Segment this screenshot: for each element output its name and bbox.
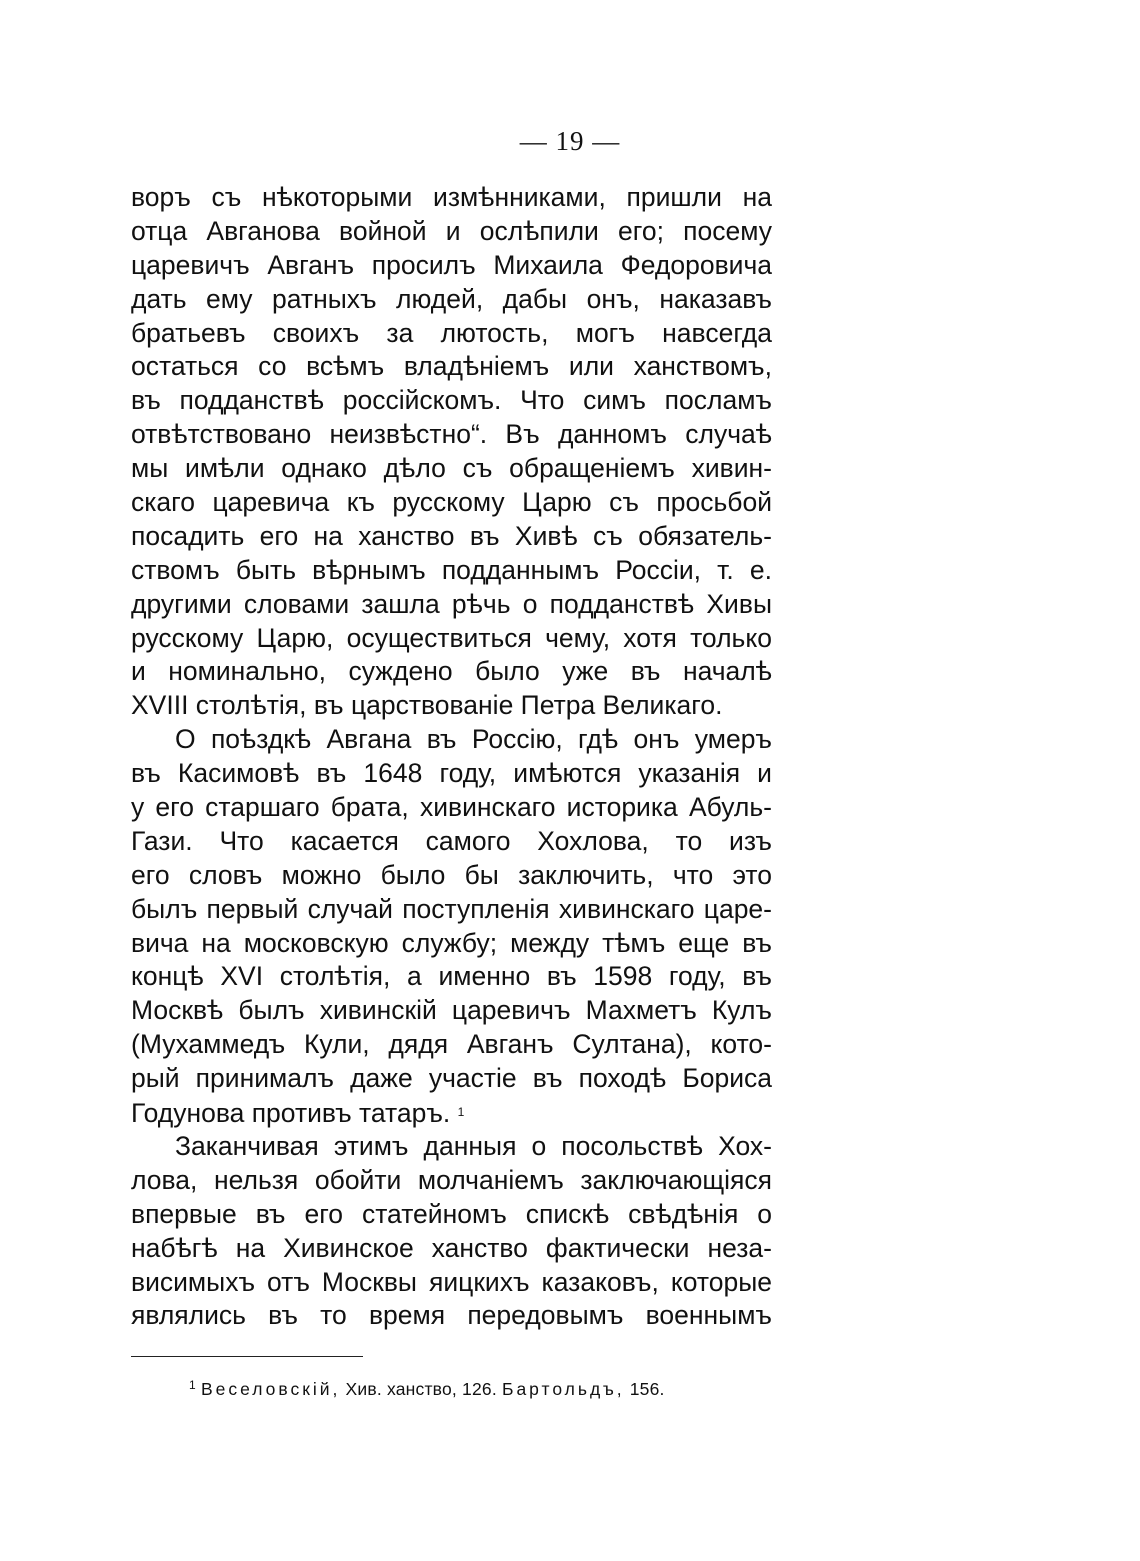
text-line-content: посадить его на ханство въ Хивѣ съ обязатель-	[131, 520, 772, 551]
text-line-content: въ подданствѣ россiйскомъ. Что симъ посламъ	[131, 385, 772, 416]
text-line	[131, 825, 772, 859]
text-line-content: ствомъ быть вѣрнымъ подданнымъ Россiи, т. е.	[131, 554, 772, 585]
text-line-content: мы имѣли однако дѣло съ обращенiемъ хивин-	[131, 453, 772, 484]
text-line	[131, 791, 772, 825]
footnote-author-1: Веселовскiй,	[200, 1379, 341, 1399]
text-line-content: царевичъ Авганъ просилъ Михаила Федоровича	[131, 249, 772, 280]
text-line	[131, 960, 772, 994]
text-line-content: Москвѣ былъ хивинскiй царевичъ Махметъ Кулъ	[131, 995, 772, 1026]
footnote-mark: 1	[189, 1378, 196, 1392]
text-line	[131, 1096, 772, 1130]
text-line	[131, 1164, 772, 1198]
text-line	[131, 927, 772, 961]
text-line-content: висимыхъ отъ Москвы яицкихъ казаковъ, которые	[131, 1266, 772, 1297]
text-line-content: другими словами зашла рѣчь о подданствѣ Хивы	[131, 588, 772, 619]
footnote-work-1: Хив. ханство, 126.	[345, 1379, 497, 1399]
text-line	[131, 215, 772, 249]
footnote-page-2: 156.	[629, 1379, 665, 1399]
text-line-content: отвѣтствовано неизвѣстно“. Въ данномъ случаѣ	[131, 419, 772, 450]
text-line	[131, 554, 772, 588]
text-line-content: впервые въ его статейномъ спискѣ свѣдѣнiя о	[131, 1198, 772, 1229]
text-line-content: набѣгѣ на Хивинское ханство фактически неза-	[131, 1232, 772, 1263]
text-line	[131, 1266, 772, 1300]
text-line	[131, 350, 772, 384]
text-line-content: лова, нельзя обойти молчанiемъ заключающiяся	[131, 1164, 772, 1195]
footnote-divider	[131, 1356, 363, 1357]
text-line	[131, 689, 772, 723]
text-line	[131, 181, 772, 215]
text-line-content: рый принималъ даже участiе въ походѣ Бориса	[131, 1063, 772, 1094]
text-line	[131, 384, 772, 418]
body-text	[131, 181, 772, 1333]
text-line-content: и номинально, суждено было уже въ началѣ	[131, 656, 772, 687]
text-line-content: Годунова противъ татаръ.	[131, 1098, 451, 1129]
text-line	[131, 655, 772, 689]
text-line	[131, 486, 772, 520]
text-line-content: концѣ XVI столѣтiя, а именно въ 1598 году, въ	[131, 961, 772, 992]
text-line-content: Заканчивая этимъ данныя о посольствѣ Хох-	[175, 1130, 772, 1161]
text-line	[131, 1232, 772, 1266]
text-line	[131, 1028, 772, 1062]
text-line-content: отца Авганова войной и ослѣпили его; посему	[131, 215, 772, 246]
text-line	[131, 452, 772, 486]
text-line-content: вича на московскую службу; между тѣмъ еще въ	[131, 927, 772, 958]
text-line	[131, 283, 772, 317]
text-line	[131, 1062, 772, 1096]
text-line	[131, 994, 772, 1028]
text-line-content: О поѣздкѣ Авгана въ Россiю, гдѣ онъ умеръ	[175, 724, 772, 755]
page-number: — 19 —	[519, 126, 621, 156]
text-line	[131, 418, 772, 452]
text-line-content: въ Касимовѣ въ 1648 году, имѣются указанiя и	[131, 758, 772, 789]
text-line-content: скаго царевича къ русскому Царю съ просьбой	[131, 487, 772, 518]
text-line-content: Гази. Что касается самого Хохлова, то изъ	[131, 825, 772, 856]
text-line-content: дать ему ратныхъ людей, дабы онъ, наказавъ	[131, 283, 772, 314]
text-line-content: воръ съ нѣкоторыми измѣнниками, пришли на	[131, 182, 772, 212]
text-line	[131, 520, 772, 554]
text-line-content: XVIII столѣтiя, въ царствованiе Петра Великаго.	[131, 690, 723, 721]
footnote	[189, 1372, 665, 1402]
text-line	[131, 859, 772, 893]
text-line-content: остаться со всѣмъ владѣнiемъ или ханствомъ,	[131, 351, 772, 382]
footnote-author-2: Бартольдъ,	[501, 1379, 625, 1399]
text-line-content: у его старшаго брата, хивинскаго историка Абуль-	[131, 792, 772, 823]
text-line-content: былъ первый случай поступленiя хивинскаго царе-	[131, 893, 772, 924]
text-line	[131, 317, 772, 351]
text-line	[131, 1198, 772, 1232]
text-line-content: его словъ можно было бы заключить, что это	[131, 859, 772, 890]
text-line	[131, 249, 772, 283]
text-line-content: русскому Царю, осуществиться чему, хотя только	[131, 622, 772, 653]
text-line	[131, 588, 772, 622]
text-line	[131, 757, 772, 791]
text-line-content: являлись въ то время передовымъ военнымъ	[131, 1300, 772, 1331]
text-line	[131, 622, 772, 656]
text-line	[131, 1130, 772, 1164]
text-line	[131, 893, 772, 927]
text-line-content: (Мухаммедъ Кули, дядя Авганъ Султана), кото-	[131, 1029, 772, 1060]
text-line-content: братьевъ своихъ за лютость, могъ навсегда	[131, 317, 772, 348]
footnote-reference: 1	[457, 1105, 465, 1120]
text-line	[131, 1299, 772, 1333]
text-line	[131, 723, 772, 757]
